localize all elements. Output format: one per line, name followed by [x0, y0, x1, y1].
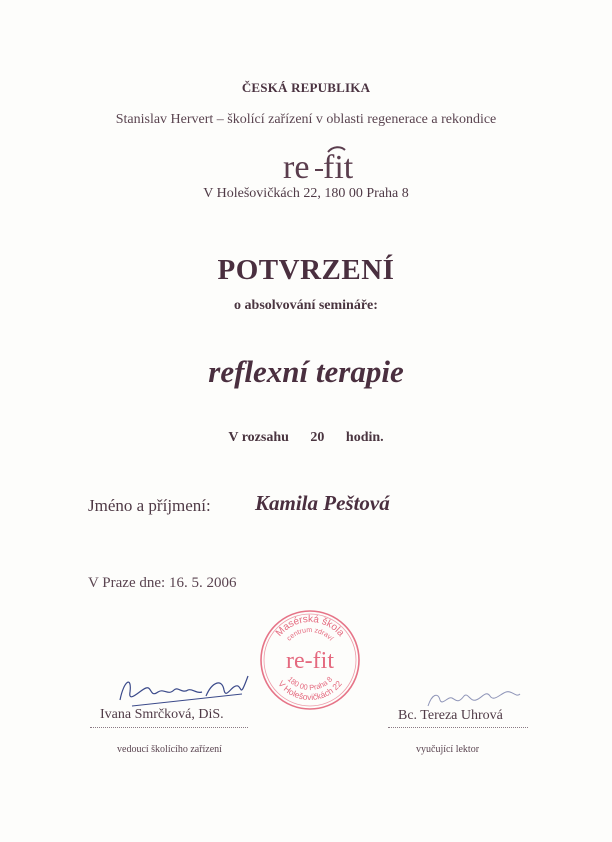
course-scope: [0, 430, 612, 446]
issue-date: V Praze dne: 16. 5. 2006: [88, 575, 237, 591]
stamp-street-text: V Holešovičkách 22: [276, 678, 344, 703]
stamp-logo-text: re-fit: [286, 648, 334, 674]
stamp-sub-text: centrum zdraví: [285, 626, 335, 643]
document-title: POTVRZENÍ: [217, 254, 395, 286]
refit-logo: [281, 144, 361, 188]
scope-prefix: V rozsahu: [228, 430, 289, 445]
svg-text:fit: fit: [323, 149, 354, 186]
signer-left-role: vedoucí školícího zařízení: [117, 744, 222, 755]
scope-suffix: hodin.: [345, 430, 384, 445]
signer-left-name: Ivana Smrčková, DiS.: [100, 707, 224, 722]
participant-label: Jméno a příjmení:: [88, 496, 211, 515]
school-stamp: [258, 608, 362, 712]
address-line: V Holešovičkách 22, 180 00 Praha 8: [203, 186, 409, 201]
stamp-top-text: Masérská škola: [273, 613, 347, 639]
scope-hours: 20: [310, 430, 325, 445]
signature-left: [112, 670, 252, 710]
signer-right-name: Bc. Tereza Uhrová: [398, 708, 503, 723]
svg-text:re: re: [283, 149, 310, 186]
organization-line: Stanislav Hervert – školící zařízení v oblasti regenerace a rekondice: [115, 112, 497, 127]
stamp-bottom-text: 180 00 Praha 8: [285, 674, 335, 693]
signature-line-left: [90, 727, 248, 728]
document-subtitle: o absolvování semináře:: [234, 298, 378, 313]
signer-right-role: vyučující lektor: [416, 744, 480, 755]
country-heading: ČESKÁ REPUBLIKA: [241, 80, 371, 95]
participant-name: Kamila Peštová: [255, 491, 390, 515]
signature-line-right: [388, 727, 528, 728]
course-name: reflexní terapie: [208, 354, 404, 389]
